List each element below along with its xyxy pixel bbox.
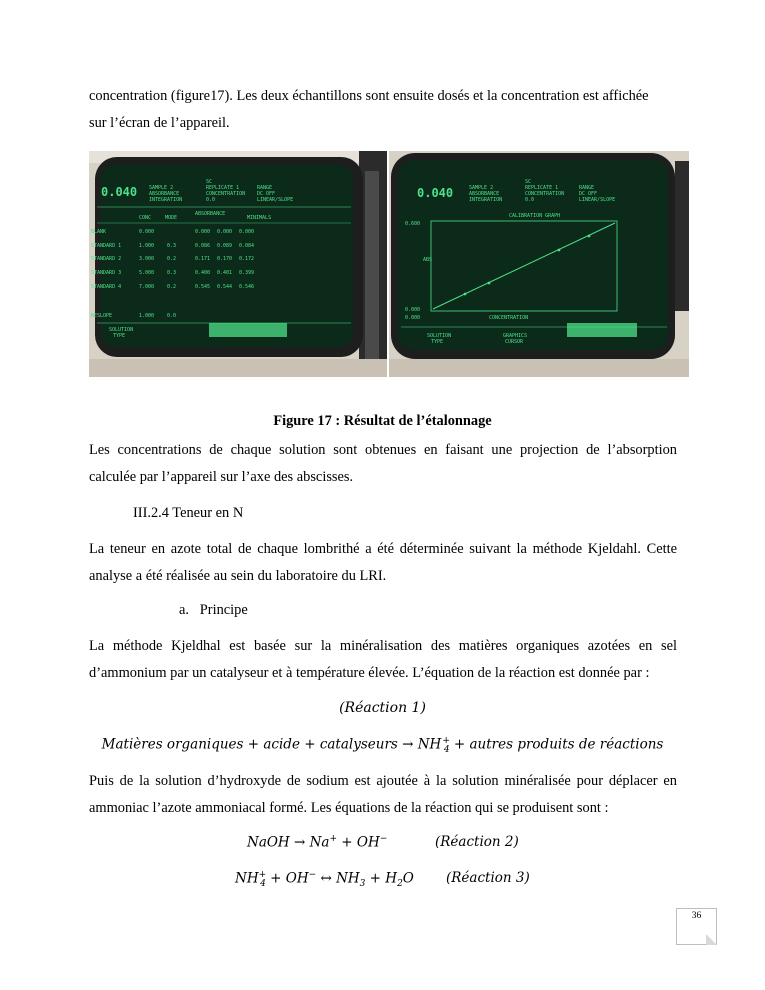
svg-text:0.546: 0.546 — [239, 284, 255, 290]
svg-text:CONCENTRATION: CONCENTRATION — [206, 191, 246, 197]
right-readout: 0.040 — [417, 186, 454, 200]
svg-text:MODE: MODE — [165, 215, 178, 221]
svg-text:0.089: 0.089 — [217, 243, 233, 249]
svg-text:0.172: 0.172 — [239, 256, 255, 262]
intro-line-2: sur l’écran de l’appareil. — [89, 115, 230, 131]
svg-text:SAMPLE 2: SAMPLE 2 — [469, 185, 494, 191]
reaction-1-label: (Réaction 1) — [339, 700, 426, 716]
section-heading: III.2.4 Teneur en N — [133, 505, 244, 521]
svg-text:0.084: 0.084 — [239, 243, 255, 249]
sub-heading-text: Principe — [199, 602, 248, 618]
svg-text:0.000: 0.000 — [405, 307, 421, 313]
svg-text:DC OFF: DC OFF — [579, 191, 598, 197]
svg-text:0.401: 0.401 — [217, 270, 233, 276]
svg-text:CURSOR: CURSOR — [505, 339, 524, 345]
svg-text:MINIMALS: MINIMALS — [247, 215, 272, 221]
svg-text:INTEGRATION: INTEGRATION — [469, 197, 503, 203]
svg-text:0.544: 0.544 — [217, 284, 233, 290]
svg-text:CONCENTRATION: CONCENTRATION — [525, 191, 565, 197]
svg-text:REPLICATE 1: REPLICATE 1 — [206, 185, 240, 191]
svg-text:0.2: 0.2 — [167, 284, 177, 290]
svg-text:0.399: 0.399 — [239, 270, 255, 276]
equation-3: $NH^+_4 + OH^-$ ↔ $NH_3 + H_2O$ — [235, 870, 414, 890]
svg-text:0.3: 0.3 — [167, 270, 177, 276]
left-readout: 0.040 — [101, 185, 138, 199]
svg-text:0.000: 0.000 — [405, 315, 421, 321]
table-row — [91, 284, 254, 290]
figure-caption: Figure 17 : Résultat de l’étalonnage — [273, 413, 492, 429]
svg-text:0.171: 0.171 — [195, 256, 211, 262]
equation-2: NaOH → Na+ + OH− — [247, 834, 388, 851]
svg-text:STANDARD 3: STANDARD 3 — [91, 270, 122, 276]
svg-text:TYPE: TYPE — [113, 333, 126, 339]
paragraph-principe: La méthode Kjeldhal est basée sur la minéralisation des matières organiques azotées en sel d’ammonium par un catalyseur et à température élevée. L’équation de la réaction est donnée par : — [89, 638, 677, 681]
svg-text:STANDARD 2: STANDARD 2 — [91, 256, 122, 262]
svg-text:0.400: 0.400 — [195, 270, 211, 276]
svg-text:0.000: 0.000 — [217, 229, 233, 235]
svg-text:REPLICATE 1: REPLICATE 1 — [525, 185, 559, 191]
svg-text:INTEGRATION: INTEGRATION — [149, 197, 183, 203]
svg-text:DC OFF: DC OFF — [257, 191, 276, 197]
paragraph-projection: Les concentrations de chaque solution sont obtenues en faisant une projection de l’absorption calculée par l’appareil sur l’axe des abscisses. — [89, 442, 677, 485]
svg-text:ABSORBANCE: ABSORBANCE — [469, 191, 500, 197]
svg-text:RANGE: RANGE — [579, 185, 595, 191]
page-number-box — [676, 908, 717, 945]
sub-heading-marker: a. — [179, 602, 189, 618]
svg-text:LINEAR/SLOPE: LINEAR/SLOPE — [579, 197, 616, 203]
photo-right-calibration-graph — [389, 151, 689, 377]
svg-text:0.000: 0.000 — [195, 229, 211, 235]
svg-text:BLANK: BLANK — [91, 229, 107, 235]
svg-text:0.086: 0.086 — [195, 243, 211, 249]
svg-text:0.2: 0.2 — [167, 256, 177, 262]
equation-1: Matières organiques + acide + catalyseurs → $NH^+_4$ + autres produits de réactions — [101, 736, 664, 756]
svg-text:0.170: 0.170 — [217, 256, 233, 262]
svg-text:CALIBRATION GRAPH: CALIBRATION GRAPH — [509, 213, 561, 219]
svg-text:ABS: ABS — [423, 257, 433, 263]
svg-text:SC: SC — [206, 179, 213, 185]
svg-text:STANDARD 1: STANDARD 1 — [91, 243, 122, 249]
svg-text:7.000: 7.000 — [139, 284, 155, 290]
table-row — [91, 270, 254, 276]
paragraph-kjeldahl: La teneur en azote total de chaque lombrithé a été déterminée suivant la méthode Kjeldahl. Cette analyse a été réalisée au sein du laboratoire du LRI. — [89, 541, 677, 584]
svg-text:LINEAR/SLOPE: LINEAR/SLOPE — [257, 197, 294, 203]
page-number: 36 — [691, 911, 702, 921]
svg-text:STANDARD 4: STANDARD 4 — [91, 284, 122, 290]
svg-text:0.545: 0.545 — [195, 284, 211, 290]
svg-text:1.000: 1.000 — [139, 243, 155, 249]
svg-text:0.000: 0.000 — [239, 229, 255, 235]
svg-text:RESLOPE: RESLOPE — [91, 313, 113, 319]
svg-text:0.0: 0.0 — [525, 197, 535, 203]
svg-text:ABSORBANCE: ABSORBANCE — [149, 191, 180, 197]
svg-text:3.000: 3.000 — [139, 256, 155, 262]
svg-text:SOLUTION: SOLUTION — [427, 333, 452, 339]
page-curl-icon — [706, 934, 717, 945]
svg-text:0.0: 0.0 — [206, 197, 216, 203]
svg-text:SOLUTION: SOLUTION — [109, 327, 134, 333]
sub-heading — [179, 602, 248, 619]
table-row — [91, 256, 254, 262]
svg-text:1.000: 1.000 — [139, 313, 155, 319]
reaction-2-label: (Réaction 2) — [435, 834, 519, 850]
figure-17-photos — [89, 151, 689, 377]
svg-text:0.3: 0.3 — [167, 243, 177, 249]
svg-text:SAMPLE 2: SAMPLE 2 — [149, 185, 174, 191]
svg-text:SC: SC — [525, 179, 532, 185]
svg-text:ABSORBANCE: ABSORBANCE — [195, 211, 226, 217]
intro-line-1: concentration (figure17). Les deux échantillons sont ensuite dosés et la concentration est affichée — [89, 88, 649, 104]
paragraph-naoh: Puis de la solution d’hydroxyde de sodium est ajoutée à la solution minéralisée pour déplacer en ammoniac l’azote ammoniacal formé. Les équations de la réaction qui se produisent sont : — [89, 773, 677, 816]
svg-text:0.0: 0.0 — [167, 313, 177, 319]
svg-text:RANGE: RANGE — [257, 185, 273, 191]
reaction-3-label: (Réaction 3) — [446, 870, 530, 886]
svg-text:GRAPHICS: GRAPHICS — [503, 333, 528, 339]
svg-text:CONCENTRATION: CONCENTRATION — [489, 315, 529, 321]
svg-text:TYPE: TYPE — [431, 339, 444, 345]
svg-text:0.000: 0.000 — [139, 229, 155, 235]
table-row — [91, 243, 254, 249]
svg-text:CONC: CONC — [139, 215, 152, 221]
photo-left-calibration-table — [89, 151, 387, 377]
svg-text:0.600: 0.600 — [405, 221, 421, 227]
svg-text:5.000: 5.000 — [139, 270, 155, 276]
